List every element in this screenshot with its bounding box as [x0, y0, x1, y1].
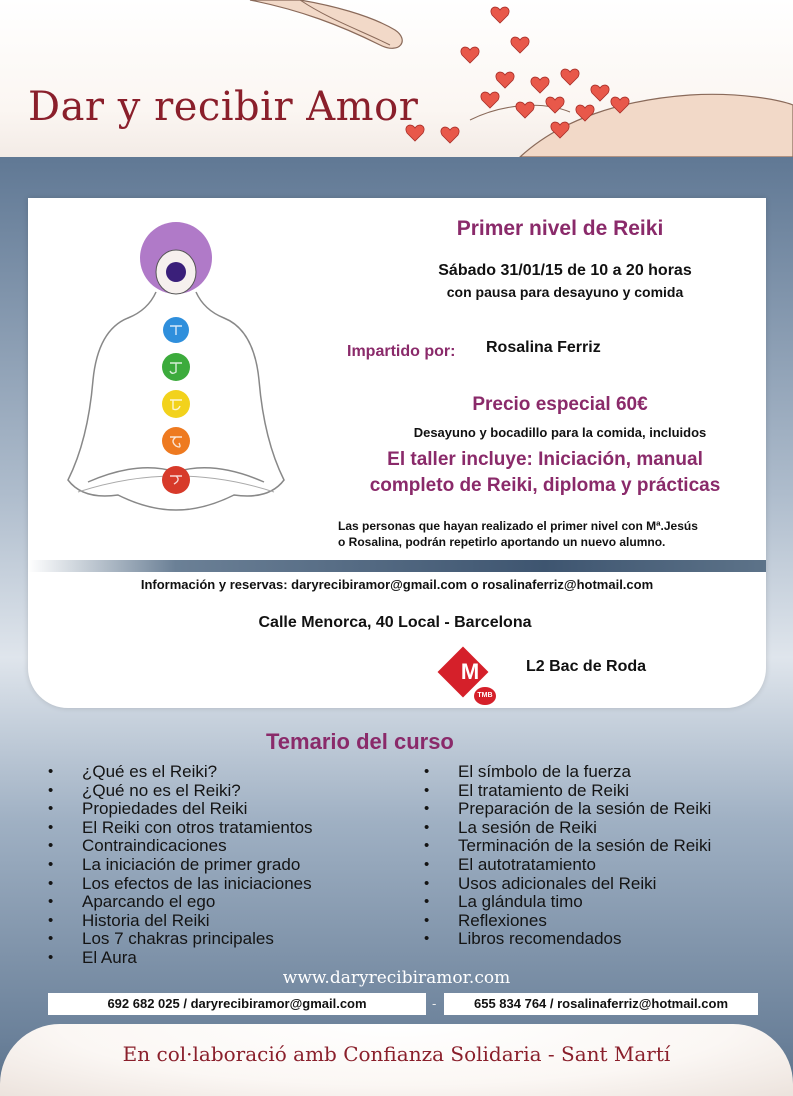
syllabus-item: • Usos adicionales del Reiki — [424, 875, 711, 894]
syllabus-list-right — [424, 763, 711, 949]
repeat-note-line-2: o Rosalina, podrán repetirlo aportando un nuevo alumno. — [338, 535, 666, 549]
syllabus-item: • ¿Qué no es el Reiki? — [48, 782, 313, 801]
meditating-figure-chakras — [48, 210, 304, 550]
includes-line-1: El taller incluye: Iniciación, manual — [387, 449, 703, 470]
syllabus-item: • La sesión de Reiki — [424, 819, 711, 838]
syllabus-item: • Propiedades del Reiki — [48, 800, 313, 819]
teacher-label: Impartido por: — [347, 343, 456, 360]
syllabus-title: Temario del curso — [266, 729, 454, 754]
contact-separator: - — [432, 996, 437, 1011]
event-breaks: con pausa para desayuno y comida — [446, 284, 684, 300]
collaboration-note: En col·laboració amb Confianza Solidaria - Sant Martí — [122, 1042, 671, 1066]
repeat-note-line-1: Las personas que hayan realizado el primer nivel con Mª.Jesús — [338, 519, 698, 533]
syllabus-item: • Reflexiones — [424, 912, 711, 931]
syllabus-item: • Terminación de la sesión de Reiki — [424, 837, 711, 856]
teacher-name: Rosalina Ferriz — [486, 339, 601, 356]
price: Precio especial 60€ — [472, 394, 648, 415]
address: Calle Menorca, 40 Local - Barcelona — [258, 614, 532, 631]
syllabus-item: • La iniciación de primer grado — [48, 856, 313, 875]
syllabus-item: • Contraindicaciones — [48, 837, 313, 856]
syllabus-item: • Libros recomendados — [424, 930, 711, 949]
syllabus-item: • El Aura — [48, 949, 313, 968]
syllabus-item: • La glándula timo — [424, 893, 711, 912]
reservations-info: Información y reservas: daryrecibiramor@gmail.com o rosalinaferriz@hotmail.com — [140, 577, 654, 592]
syllabus-item: • Historia del Reiki — [48, 912, 313, 931]
card-divider-band — [28, 560, 766, 572]
syllabus-item: • ¿Qué es el Reiki? — [48, 763, 313, 782]
meals-included: Desayuno y bocadillo para la comida, incluidos — [413, 425, 707, 440]
contact-left: 692 682 025 / daryrecibiramor@gmail.com — [48, 993, 426, 1015]
metro-line: L2 Bac de Roda — [526, 658, 647, 675]
website-url: www.daryrecibiramor.com — [282, 968, 511, 988]
syllabus-item: • Los efectos de las iniciaciones — [48, 875, 313, 894]
metro-icon: M TMB — [440, 651, 502, 709]
contact-right: 655 834 764 / rosalinaferriz@hotmail.com — [444, 993, 758, 1015]
hands-with-hearts-illustration — [0, 0, 793, 157]
syllabus-item: • El tratamiento de Reiki — [424, 782, 711, 801]
event-date: Sábado 31/01/15 de 10 a 20 horas — [438, 262, 692, 279]
event-level: Primer nivel de Reiki — [456, 217, 664, 240]
syllabus-item: • El símbolo de la fuerza — [424, 763, 711, 782]
syllabus-item: • Los 7 chakras principales — [48, 930, 313, 949]
syllabus-list-left — [48, 763, 313, 968]
includes-line-2: completo de Reiki, diploma y prácticas — [369, 475, 721, 496]
brand-title: Dar y recibir Amor — [28, 84, 419, 130]
syllabus-item: • Preparación de la sesión de Reiki — [424, 800, 711, 819]
syllabus-item: • El Reiki con otros tratamientos — [48, 819, 313, 838]
syllabus-item: • Aparcando el ego — [48, 893, 313, 912]
syllabus-item: • El autotratamiento — [424, 856, 711, 875]
